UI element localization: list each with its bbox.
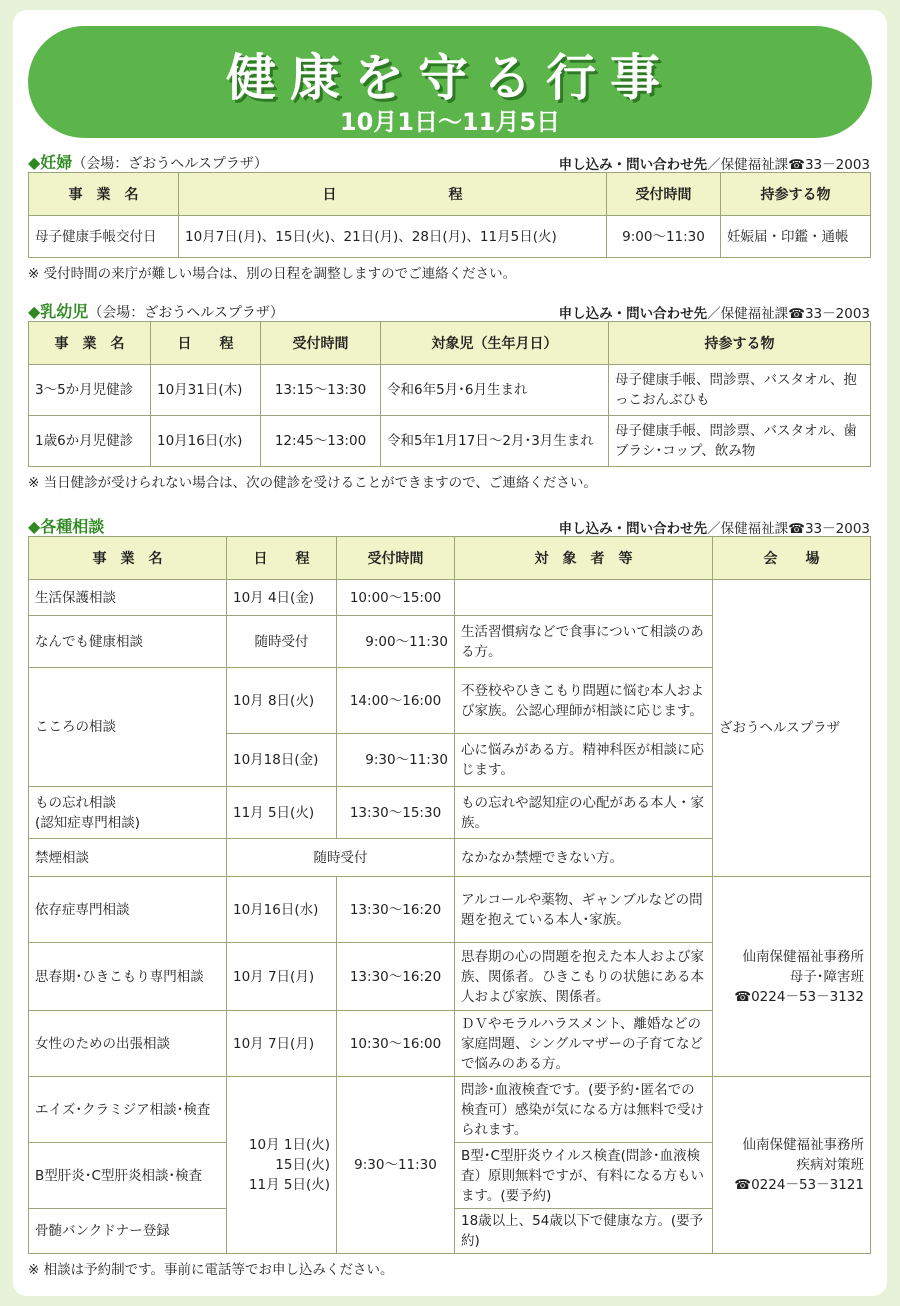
cell: B型･C型肝炎ウイルス検査(問診･血液検査）原則無料ですが、有料になる方もいます。(要予約) — [455, 1143, 713, 1209]
cell: 生活習慣病などで食事について相談のある方。 — [455, 616, 713, 668]
contact-info — [559, 302, 870, 322]
note-text: ※ 当日健診が受けられない場合は、次の健診を受けることができますので、ご連絡ください。 — [28, 475, 597, 491]
venue-line: 母子･障害班 — [789, 968, 864, 985]
cell: 11月 5日(火) — [227, 787, 337, 839]
cell: 10月 8日(火) — [227, 668, 337, 734]
contact-prefix: 申し込み・問い合わせ先 — [558, 306, 708, 322]
date-line: 11月 5日(火) — [248, 1177, 330, 1193]
cell: ＤＶやモラルハラスメント、離婚などの家庭問題、シングルマザーの子育てなどで悩みのある方。 — [455, 1011, 713, 1077]
page-title: 健康を守る行事 — [226, 49, 674, 107]
col-header: 日 程 — [179, 173, 607, 216]
cell: 随時受付 — [227, 616, 337, 668]
cell: 妊娠届・印鑑・通帳 — [721, 216, 871, 258]
cell: 随時受付 — [227, 839, 455, 877]
col-header: 事 業 名 — [29, 537, 227, 580]
contact-info — [559, 153, 870, 173]
cell: 3～5か月児健診 — [29, 365, 151, 416]
cell: 12:45～13:00 — [261, 416, 381, 467]
cell: 思春期の心の問題を抱えた本人および家族、関係者。ひきこもりの状態にある本人および家族、関係者。 — [455, 943, 713, 1011]
venue-line: ☎0224－53－3121 — [734, 1177, 864, 1193]
cell: 13:30～15:30 — [337, 787, 455, 839]
pregnancy-table — [28, 172, 871, 258]
section-title-text: ◆乳幼児 — [28, 302, 89, 321]
col-header: 事 業 名 — [29, 173, 179, 216]
date-line: 15日(火) — [275, 1157, 330, 1173]
cell: 13:30～16:20 — [337, 943, 455, 1011]
note-text: ※ 受付時間の来庁が難しい場合は、別の日程を調整しますのでご連絡ください。 — [28, 266, 517, 282]
period-text: 10月1日～11月5日 — [339, 108, 561, 136]
cell: もの忘れや認知症の心配がある本人・家族。 — [455, 787, 713, 839]
table-row — [29, 580, 871, 616]
cell: 生活保護相談 — [29, 580, 227, 616]
cell: 10月18日(金) — [227, 734, 337, 787]
cell: 9:30～11:30 — [337, 734, 455, 787]
contact-prefix: 申し込み・問い合わせ先 — [558, 521, 708, 537]
cell: もの忘れ相談 (認知症専門相談) — [29, 787, 227, 839]
contact-info — [559, 517, 870, 537]
table-row — [29, 216, 871, 258]
contact-suffix: ／保健福祉課☎33－2003 — [707, 157, 870, 173]
cell: 10月 7日(月) — [227, 943, 337, 1011]
cell: 13:15～13:30 — [261, 365, 381, 416]
cell: 禁煙相談 — [29, 839, 227, 877]
cell: 女性のための出張相談 — [29, 1011, 227, 1077]
pregnancy-section — [28, 150, 870, 282]
cell: 母子健康手帳交付日 — [29, 216, 179, 258]
table-row — [29, 877, 871, 943]
col-header: 受付時間 — [261, 322, 381, 365]
cell: エイズ･クラミジア相談･検査 — [29, 1077, 227, 1143]
cell: 骨髄バンクドナー登録 — [29, 1209, 227, 1254]
cell: 10月31日(木) — [151, 365, 261, 416]
cell: 令和5年1月17日～2月･3月生まれ — [381, 416, 609, 467]
cell: こころの相談 — [29, 668, 227, 787]
note-text: ※ 相談は予約制です。事前に電話等でお申し込みください。 — [28, 1262, 394, 1278]
cell: 10月 4日(金) — [227, 580, 337, 616]
cell: 9:00～11:30 — [607, 216, 721, 258]
cell: 依存症専門相談 — [29, 877, 227, 943]
consult-section — [28, 514, 870, 1278]
cell — [455, 580, 713, 616]
venue-cell — [713, 877, 871, 1077]
table-row — [29, 1077, 871, 1143]
col-header: 受付時間 — [607, 173, 721, 216]
cell: 10:00～15:00 — [337, 580, 455, 616]
section-venue: （会場：ざおうヘルスプラザ） — [88, 305, 284, 321]
cell: 18歳以上、54歳以下で健康な方。(要予約) — [455, 1209, 713, 1254]
shared-time-cell: 9:30～11:30 — [337, 1077, 455, 1254]
cell: 9:00～11:30 — [337, 616, 455, 668]
cell: B型肝炎･C型肝炎相談･検査 — [29, 1143, 227, 1209]
cell: 10月 7日(月) — [227, 1011, 337, 1077]
cell: 心に悩みがある方。精神科医が相談に応じます。 — [455, 734, 713, 787]
col-header: 日 程 — [227, 537, 337, 580]
cell: 14:00～16:00 — [337, 668, 455, 734]
cell: 思春期･ひきこもり専門相談 — [29, 943, 227, 1011]
col-header: 持参する物 — [721, 173, 871, 216]
cell: 令和6年5月･6月生まれ — [381, 365, 609, 416]
cell: 問診･血液検査です。(要予約･匿名での検査可）感染が気になる方は無料で受けられます。 — [455, 1077, 713, 1143]
venue-line: 仙南保健福祉事務所 — [742, 1137, 864, 1153]
table-row — [29, 365, 871, 416]
infant-section — [28, 299, 870, 491]
table-header-row — [29, 537, 871, 580]
venue-cell — [713, 1077, 871, 1254]
venue-line: 疾病対策班 — [796, 1157, 864, 1173]
section-title — [28, 150, 268, 173]
cell: 1歳6か月児健診 — [29, 416, 151, 467]
cell: 10月16日(水) — [151, 416, 261, 467]
cell: 母子健康手帳、問診票、バスタオル、抱っこおんぶひも — [609, 365, 871, 416]
cell: 10:30～16:00 — [337, 1011, 455, 1077]
col-header: 会 場 — [713, 537, 871, 580]
consult-table — [28, 536, 871, 1254]
table-header-row — [29, 173, 871, 216]
contact-suffix: ／保健福祉課☎33－2003 — [707, 306, 870, 322]
cell: アルコールや薬物、ギャンブルなどの問題を抱えている本人･家族。 — [455, 877, 713, 943]
cell: 母子健康手帳、問診票、バスタオル、歯ブラシ･コップ、飲み物 — [609, 416, 871, 467]
cell: なんでも健康相談 — [29, 616, 227, 668]
cell: 13:30～16:20 — [337, 877, 455, 943]
table-row — [29, 416, 871, 467]
cell: なかなか禁煙できない方。 — [455, 839, 713, 877]
venue-line: 仙南保健福祉事務所 — [742, 948, 864, 965]
col-header: 対象児（生年月日） — [381, 322, 609, 365]
venue-cell: ざおうヘルスプラザ — [713, 580, 871, 877]
cell: 10月7日(月)、15日(火)、21日(月)、28日(月)、11月5日(火) — [179, 216, 607, 258]
venue-line: ☎0224－53－3132 — [734, 988, 864, 1005]
col-header: 対 象 者 等 — [455, 537, 713, 580]
date-line: 10月 1日(火) — [248, 1137, 330, 1153]
cell: 10月16日(水) — [227, 877, 337, 943]
contact-suffix: ／保健福祉課☎33－2003 — [707, 521, 870, 537]
col-header: 日 程 — [151, 322, 261, 365]
col-header: 持参する物 — [609, 322, 871, 365]
contact-prefix: 申し込み・問い合わせ先 — [558, 157, 708, 173]
cell: 不登校やひきこもり問題に悩む本人および家族。公認心理師が相談に応じます。 — [455, 668, 713, 734]
title-banner — [28, 26, 872, 138]
table-header-row — [29, 322, 871, 365]
col-header: 受付時間 — [337, 537, 455, 580]
infant-table — [28, 321, 871, 467]
section-title — [28, 299, 284, 322]
col-header: 事 業 名 — [29, 322, 151, 365]
section-venue: （会場：ざおうヘルスプラザ） — [72, 156, 268, 172]
section-title-text: ◆妊婦 — [28, 153, 73, 172]
shared-dates-cell — [227, 1077, 337, 1254]
section-title: ◆各種相談 — [28, 517, 105, 536]
